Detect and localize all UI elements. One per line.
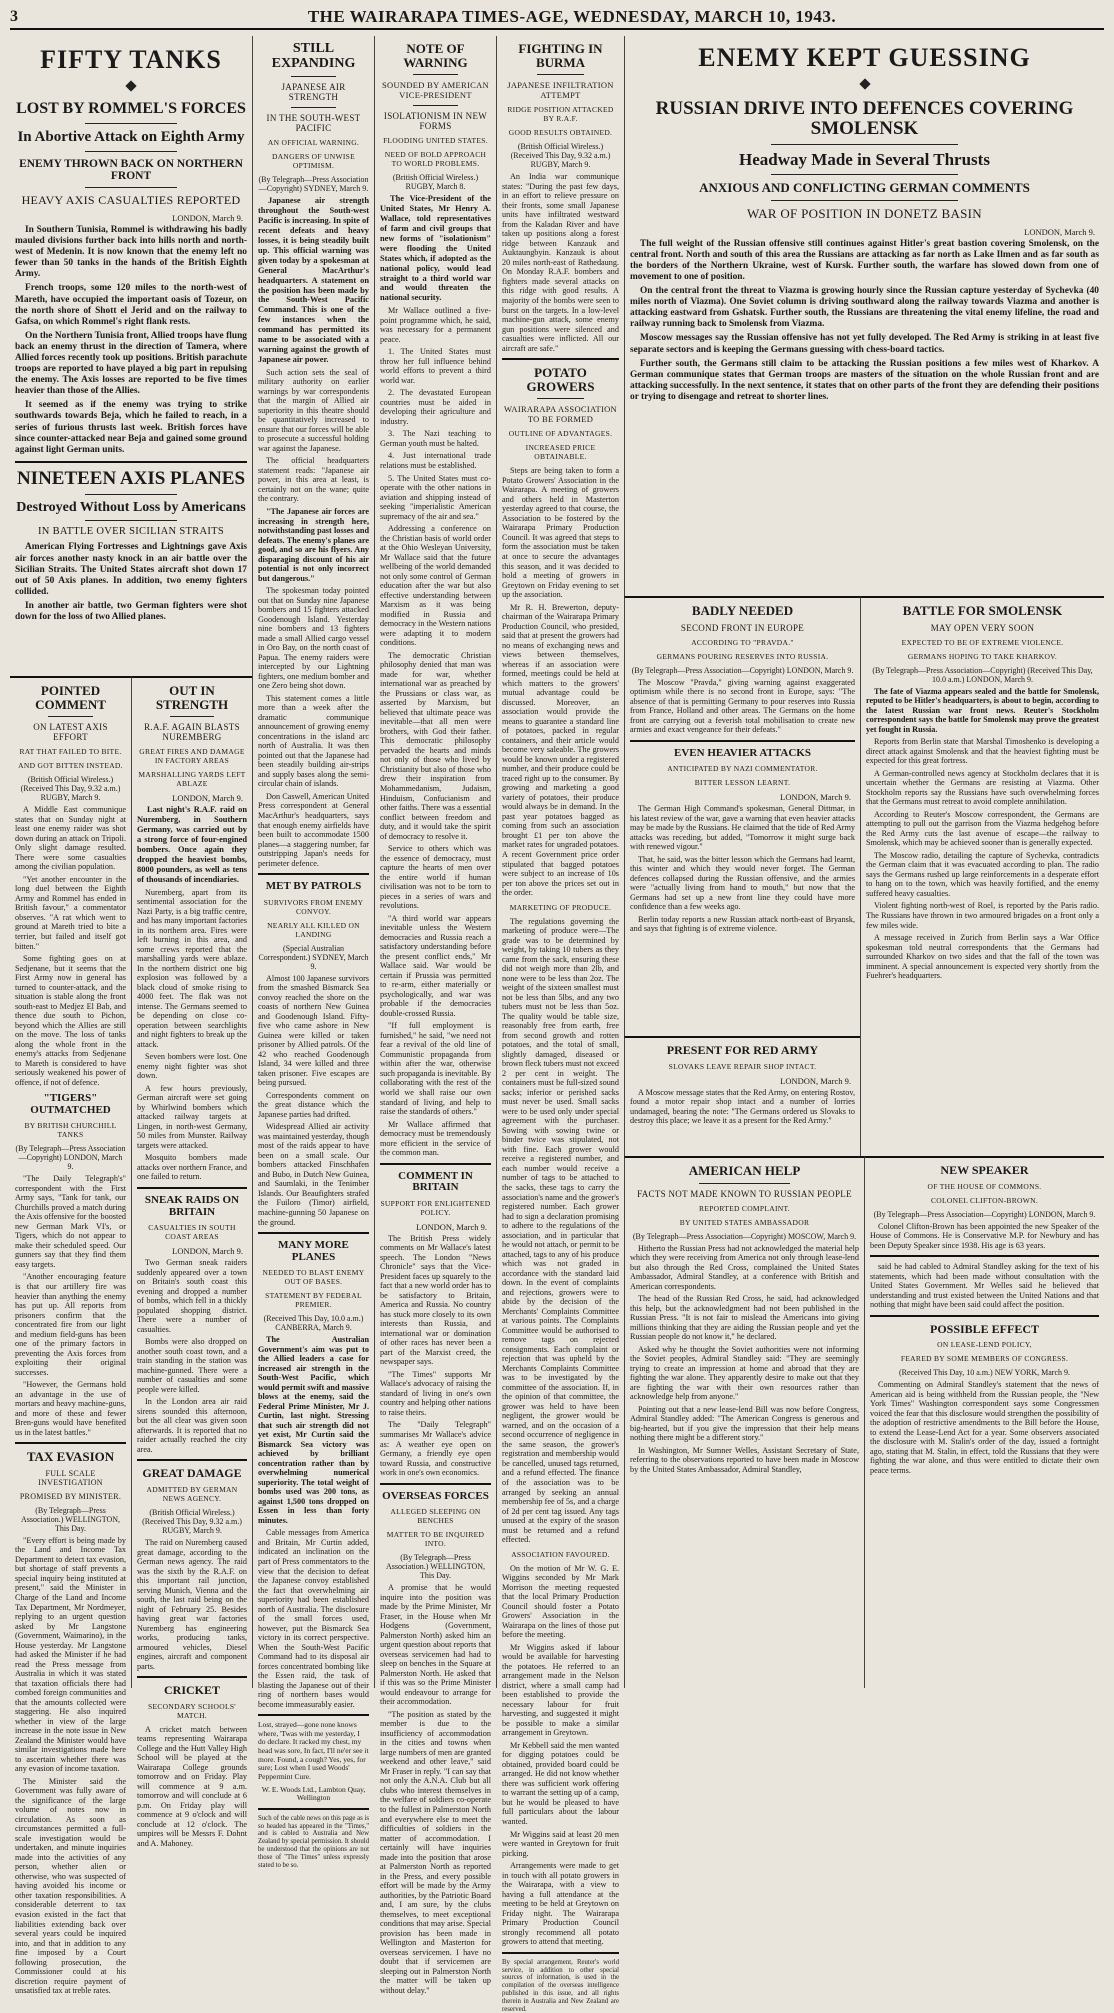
subheadline: BY BRITISH CHURCHILL TANKS xyxy=(24,1121,117,1140)
headline: POTATO GROWERS xyxy=(526,365,595,394)
subheadline: FULL SCALE INVESTIGATION xyxy=(38,1468,103,1487)
subheadline: Headway Made in Several Thrusts xyxy=(739,150,990,170)
subheadline: SECONDARY SCHOOLS' MATCH. xyxy=(148,1701,236,1720)
paragraph: "The Daily Telegraph's" correspondent with the First Army says, "Tank for tank, our Churchills proved a match during the Axis offensive for the boosted new German Mark VI's, or Tigers, which do not appear to make their scheduled speed. Our gunners say that they find them easy targets. xyxy=(15,1174,126,1269)
subheadline: FEARED BY SOME MEMBERS OF CONGRESS. xyxy=(900,1354,1069,1364)
divider xyxy=(771,200,959,201)
paragraph: French troops, some 120 miles to the north-west of Mareth, have occupied the important oasis of Tozeur, on the north shore of Shott el Jerid and on the railway to Gafsa, on which Rommel's right flank rests. xyxy=(15,283,247,327)
subheadline: GOOD RESULTS OBTAINED. xyxy=(508,128,613,138)
headline: EVEN HEAVIER ATTACKS xyxy=(674,746,811,759)
page-number: 3 xyxy=(10,8,19,25)
source-line: (British Official Wireless.) (Received This Day, 9.32 a.m.) RUGBY, March 9. xyxy=(142,1508,242,1535)
paragraph: The British Press widely comments on Mr Wallace's latest speech. The London "News Chronicle" says that the Vice-President faces up squarely to the fact that a new world order has to be satisfactory to Britain, America and Russia. No country has stuck more closely to its own interests than Russia, and international war or domination of other races has never been a part of the Marxist creed, the newspaper says. xyxy=(380,1233,491,1367)
headline: POINTED COMMENT xyxy=(35,683,106,712)
paragraph: "The Times" supports Mr Wallace's advocacy of raising the standard of living in one's own country and helping other nations to raise theirs. xyxy=(380,1369,491,1417)
article-badly-needed xyxy=(624,596,860,1036)
subheadline: SURVIVORS FROM ENEMY CONVOY. xyxy=(263,897,364,916)
paragraph: Mr Wallace outlined a five-point programme which, he said, was necessary for a permanent peace. xyxy=(380,306,491,344)
paragraph: Colonel Clifton-Brown has been appointed the new Speaker of the House of Commons. He is Conservative M.P. for Newbury and has been Deputy Speaker since 1938. His age is 63 years. xyxy=(870,1221,1099,1250)
paragraph: Nuremberg, apart from its sentimental association for the Nazi Party, is a big traffic centre, and has many important factories in its northern area. Fires were left burning in this area, and some crews reported that the marshalling yards were ablaze. In the northern district one big explosion was followed by a black cloud of smoke rising to 4000 feet. The flak was not intense. The Germans seemed to be depending on close co-operation between searchlights and night fighters to break up the attack. xyxy=(137,887,247,1049)
subheadline: REPORTED COMPLAINT. xyxy=(699,1203,790,1213)
divider xyxy=(15,461,247,463)
subheadline: STATEMENT BY FEDERAL PREMIER. xyxy=(265,1291,362,1310)
paragraph: Japanese air strength throughout the South-west Pacific is increasing. In spite of recent defeats and heavy losses, it is being steadily built up. This official warning was given today by a spokesman at General MacArthur's headquarters. A statement on the position has been made by the South-West Pacific Command. This is one of the few instances when the command has permitted its name to be associated with a warning against the growth of Japanese air power. xyxy=(258,196,369,364)
paragraph: Berlin today reports a new Russian attack north-east of Bryansk, and says that fighting is of extreme violence. xyxy=(630,914,855,934)
subheadline: FLOODING UNITED STATES. xyxy=(383,136,488,146)
headline: OVERSEAS FORCES xyxy=(382,1489,489,1502)
paragraph: Arrangements were made to get in touch with all potato growers in the Wairarapa, with a view to having a full attendance at the meeting to be held at Greytown on Friday night. The Wairarapa Primary Production Council strongly recommend all potato growers to attend that meeting. xyxy=(502,1861,619,1947)
paragraph: According to Reuter's Moscow correspondent, the Germans are attempting to pull out the garrison from the Viazma hedgehog before the Red Army cuts the last avenue of escape—the railway to Smolensk, which may be achieved sooner than is generally expected. xyxy=(866,809,1099,848)
dateline: LONDON, March 9. xyxy=(780,792,851,803)
subheadline: AND GOT BITTEN INSTEAD. xyxy=(18,761,123,771)
paragraph: Pointing out that a new lease-lend Bill was now before Congress, Admiral Standley added: "The American Congress is generous and big-hearted, but if you give the impression that their help means nothing there might be a different story." xyxy=(630,1404,859,1443)
paragraph: The Minister said the Government was fully aware of the significance of the large volume of notes now in circulation. As soon as circumstances permitted a full-scale investigation would be undertaken, and minute inquiries made into the activities of any person, whether alien or otherwise, who was suspected of having avoided his income or other taxation responsibilities. A considerable deterrent to tax evasion existed in the fact that liabilities extending back over several years could be inquired into, and that in addition to any fine imposed by a Court following prosecution, the Commissioner could at his discretion require payment of unsatisfied tax at treble rates. xyxy=(15,1776,126,1996)
paragraph: "The position as stated by the member is due to the insufficiency of accommodation in the cities and towns when large numbers of men are granted weekend and other leave," said Mr Fraser in reply. "I can say that not only the A.N.A. Club but all clubs who interest themselves in the welfare of soldiers co-operate to the fullest in Palmerston North and everywhere else to meet the difficulties of soldiers in the matter of accommodation. I certainly will have inquiries made into the position that arose at Palmerston North as reported in the Press, and every possible effort will be made by the Army authorities, by the Patriotic Board and, I am sure, by the clubs themselves, to meet exceptional conditions that may arise. Special provision has been made in Wellington and Masterton for overseas servicemen. I have no doubt that if servicemen are sleeping out in Palmerston North the matter will be taken up without delay." xyxy=(380,1709,491,1995)
headline: RUSSIAN DRIVE INTO DEFENCES COVERING SMOLENSK xyxy=(655,98,1074,140)
subheadline: In Abortive Attack on Eighth Army xyxy=(17,129,245,146)
headline: "TIGERS" OUTMATCHED xyxy=(30,1092,111,1116)
subheadline: SUPPORT FOR ENLIGHTENED POLICY. xyxy=(380,1198,491,1217)
paragraph: Mr Wallace affirmed that democracy must be tremendously more efficient in the service of the common man. xyxy=(380,1119,491,1158)
dateline: LONDON, March 9. xyxy=(172,793,243,804)
paragraph: Mr Wiggins said at least 20 men were wanted in Greytown for fruit picking. xyxy=(502,1829,619,1858)
paragraph: Seven bombers were lost. One enemy night fighter was shot down. xyxy=(137,1052,247,1081)
paragraph: 4. Just international trade relations must be established. xyxy=(380,451,491,470)
paragraph: Addressing a conference on the Christian basis of world order at the Ohio Wesleyan University, Mr Wallace said that the future wellbeing of the world demanded not only some control of German education after the war but also effective understanding between Marxism as it was being modified in Russia and democracy in the Western nations were adapting it to modern conditions. xyxy=(380,524,491,648)
divider xyxy=(630,740,855,742)
divider xyxy=(413,74,457,75)
paragraph: Correspondents comment on the great distance which the Japanese parties had drifted. xyxy=(258,1090,369,1119)
divider xyxy=(870,1315,1099,1317)
diamond-icon xyxy=(125,81,136,92)
source-line: (British Official Wireless.) (Received This Day, 9.32 a.m.) RUGBY, March 9. xyxy=(510,142,611,170)
paragraph: Almost 100 Japanese survivors from the smashed Bismarck Sea convoy reached the shore on the coasts of northern New Guinea and Goodenough Island. Fifty-five who came ashore in New Guinea were killed or taken prisoner by Allied patrols. Of the 42 who reached Goodenough Island, 34 were killed and three taken prisoner. Five escapes are being pursued. xyxy=(258,973,369,1088)
subheadline: BY UNITED STATES AMBASSADOR xyxy=(679,1217,810,1227)
masthead xyxy=(10,6,1104,30)
article-new-speaker xyxy=(864,1156,1104,1688)
subheadline: SOUNDED BY AMERICAN VICE-PRESIDENT xyxy=(382,80,489,101)
headline: LOST BY ROMMEL'S FORCES xyxy=(16,100,246,118)
paragraph: The raid on Nuremberg caused great damage, according to the German news agency. The raid was the sixth by the R.A.F. on this important rail junction, serving Munich, Vienna and the south, the last raid being on the night of February 25. Besides having great war factories Nuremberg has engineering works, producing tanks, armoured vehicles, Diesel engines, aircraft and component parts. xyxy=(137,1538,247,1671)
headline: AMERICAN HELP xyxy=(688,1163,801,1178)
headline: NOTE OF WARNING xyxy=(403,41,468,70)
dateline: LONDON, March 9. xyxy=(416,1221,487,1232)
source-line: (By Telegraph—Press Association—Copyright) LONDON, March 9. xyxy=(631,665,854,675)
headline-axis-planes: NINETEEN AXIS PLANES xyxy=(16,467,246,489)
source-line: (By Telegraph—Press Association.) WELLINGTON, This Day. xyxy=(385,1553,486,1581)
ornament xyxy=(630,75,1099,93)
subheadline: RAT THAT FAILED TO BITE. xyxy=(19,747,122,757)
source-line: (By Telegraph—Press Association—Copyright) SYDNEY, March 9. xyxy=(258,175,369,194)
dateline: LONDON, March 9. xyxy=(780,1075,851,1086)
paragraph: Commenting on Admiral Standley's statement that the news of American aid is being withheld from the Russian people, the "New York Times" Washington correspondent says some Congressmen voiced the fear that this disclosure would strengthen the possibility of the adoption of restrictive amendments to the Bill before the House, to extend the Lease-Lend Act for a year. Some observers associated the disclosure with M. Stalin's order of the day, issued a fortnight ago, stating that M. Stalin, in effect, told the Russians that they were fighting the war alone, and thus were entitled to dictate their own peace terms. xyxy=(870,1380,1099,1475)
divider xyxy=(85,151,178,152)
subheadline: INCREASED PRICE OBTAINABLE. xyxy=(525,443,596,462)
paragraph: A Moscow message states that the Red Army, on entering Rostov, found a motor repair shop intact and a number of lorries undamaged, bearing the note: "The Germans ordered us Slovaks to destroy this place; we leave it as a present for the Red Army." xyxy=(630,1087,855,1126)
source-line: (Special Australian Correspondent.) SYDNEY, March 9. xyxy=(258,943,369,971)
source-line: (Received This Day, 10 a.m.) NEW YORK, March 9. xyxy=(898,1368,1071,1378)
advertisement-text: Lost, strayed—gone none knows where, 'Twas with me yesterday, I do declare. It racked my chest, my head was sore, In fact, I'll ne'er see it more. Found, a cough? Yes, yes, for sure; Lost when I used Woods' Peppermint Cure. xyxy=(258,1720,369,1781)
article-present-for-red-army xyxy=(624,1036,860,1156)
paragraph: 1. The United States must throw her full influence behind world efforts to prevent a third world war. xyxy=(380,347,491,385)
paragraph: "Yet another encounter in the long duel between the Eighth Army and Rommel has ended in British favour," a commentator observes. "A rat which went to ground at Mareth tried to bite a terrier, but failed and itself got bitten." xyxy=(15,874,126,951)
paragraph: Such action sets the seal of military authority on earlier warnings by war correspondents that the margin of Allied air superiority in this theatre should be quantitatively increased to ensure that our forces will be able to prosecute a successful holding war against the Japanese. xyxy=(258,367,369,453)
paragraph: Steps are being taken to form a Potato Growers' Association in the Wairarapa. A meeting of growers and others held in Masterton yesterday agreed to that course, the Association to be fostered by the Wairarapa Primary Production Council. It was agreed that steps to form the association must be taken at once to secure the advantages this season, and it was decided to hold a meeting of growers in Greytown on Friday evening to set up the association. xyxy=(502,466,619,600)
paragraph: Service to others which was the essence of democracy, must capture the hearts of men over the entire world if human civilisation was not to be torn to pieces in a series of wars and revolutions. xyxy=(380,844,491,911)
paragraph: Mr R. H. Brewerton, deputy-chairman of the Wairarapa Primary Production Council, who presided, said that at present the growers had no means of exchanging news and views between themselves, whereas if an association were formed, meetings could be held at which matters to the growers' mutual advantage could be discussed. Moreover, an association would provide the means to guarantee a standard line of potatoes, packed in regular containers, and their article would become very saleable. The growers would be known under a registered number, and their produce could be traced right up to the consumer. By growing and marketing a good variety of potatoes, their produce would always be in demand. In the past year potatoes bagged as coming from such an association brought £1 per ton above the market rates for ungraded potatoes. A recent Government price order stipulated that bagged potatoes were subject to an increase of 10s per ton above the prices set out in the order. xyxy=(502,602,619,898)
subheadline: ANXIOUS AND CONFLICTING GERMAN COMMENTS xyxy=(699,180,1030,196)
article-out-in-strength xyxy=(131,676,252,1848)
paragraph: An India war communique states: "During the past few days, in an effort to relieve pressure on their fronts, some small Japanese units have infiltrated westward from the Kaladan River and have taken up positions along a forest ridge between Kanzauk and Auktaungbyin. Kanzauk is about 20 miles north-east of Rathedaung. On Monday R.A.F. bombers and fighters made several attacks on this ridge with good results. A majority of the bombs were seen to burst on the targets. In a low-level machine-gun attack, some enemy gun positions were silenced and casualties were inflicted. All our aircraft are safe." xyxy=(502,172,619,353)
divider xyxy=(85,494,178,495)
subheadline: IN BATTLE OVER SICILIAN STRAITS xyxy=(37,526,225,538)
divider xyxy=(771,174,959,175)
paragraph: "A third world war appears inevitable unless the Western democracies and Russia reach a satisfactory understanding before the present conflict ends," Mr Wallace said. War would be certain if Prussia was permitted to re-arm, either materially or psychologically, and war was probable if the democracies double-crossed Russia. xyxy=(380,913,491,1018)
headline: ENEMY KEPT GUESSING xyxy=(698,43,1031,72)
paragraph: Cable messages from America and Britain, Mr Curtin added, indicated an inclination on the part of Press commentators to the view that the decision to defeat the Japanese convoy established the fact that overwhelming air superiority had been established north of Australia. The disclosure of the small forces used, however, put the Bismarck Sea victory in its correct perspective. When the South-West Pacific Command had to its disposal air forces concentrated bombing like the Essen raid, the task of blasting the Japanese out of their ring of northern bases would become immeasurably easier. xyxy=(258,1528,369,1709)
dateline: LONDON, March 9. xyxy=(172,1246,243,1257)
column-burma-potato xyxy=(496,36,624,2013)
paragraph: said he had cabled to Admiral Standley asking for the text of his statements, which had been made without consultation with the United States Government. Mr Welles said he believed that understanding and trust existed between the United Nations and that nothing that might have been said could affect the position. xyxy=(870,1262,1099,1310)
paragraph: In Southern Tunisia, Rommel is withdrawing his badly mauled divisions further back into hills north and north-west of Medenin. It is now known that the enemy left no fewer than 50 tanks in the hands of the British Eighth Army. xyxy=(15,224,247,280)
paragraph: Asked why he thought the Soviet authorities were not informing the Soviet peoples, Admiral Standley said: "They are seemingly trying to create an impression at home and abroad that they are fighting the war alone. They apparently desire to make out that they are fighting the war with their own resources rather than acknowledge help from anyone." xyxy=(630,1344,859,1402)
paragraph: 2. The devastated European countries must be aided in developing their agriculture and industry. xyxy=(380,388,491,426)
subheadline: OF THE HOUSE OF COMMONS. xyxy=(927,1181,1042,1191)
paragraph: In the London area air raid sirens sounded this afternoon, but the all clear was given soon afterwards. It is reported that no raider actually reached the city area. xyxy=(137,1397,247,1454)
divider xyxy=(380,1483,491,1485)
paragraph: The "Daily Telegraph" summarises Mr Wallace's advice as: A weather eye open on Germany, a friendly eye open toward Russia, and constructive work in one's own economics. xyxy=(380,1420,491,1478)
divider xyxy=(537,74,584,75)
subheadline: ASSOCIATION FAVOURED. xyxy=(511,1549,610,1559)
paragraph: The Vice-President of the United States, Mr Henry A. Wallace, told representatives of farm and civil groups that new forms of "isolationism" were flooding the United States which, if adopted as the national policy, would lead straight to a third world war and would threaten the national security. xyxy=(380,194,491,303)
paragraph: This statement comes a little more than a week after the dramatic communique announcement of growing enemy concentrations in the island arc north of Australia. It was then pointed out that the Japanese had been steadily building air-strips and supply bases along the semi-circular chain of islands. xyxy=(258,693,369,789)
paragraph: Mosquito bombers made attacks over northern France, and one failed to return. xyxy=(137,1153,247,1182)
subheadline: Destroyed Without Loss by Americans xyxy=(16,499,246,515)
divider xyxy=(137,1459,247,1461)
paragraph: 3. The Nazi teaching to German youth must be halted. xyxy=(380,429,491,448)
column-pacific xyxy=(252,36,374,1869)
subheadline: WAR OF POSITION IN DONETZ BASIN xyxy=(747,205,982,221)
headline: GREAT DAMAGE xyxy=(142,1466,242,1481)
subheadline: NEARLY ALL KILLED ON LANDING xyxy=(267,920,360,939)
diamond-icon xyxy=(859,79,870,90)
headline: POSSIBLE EFFECT xyxy=(929,1321,1040,1336)
paragraph: On the central front the threat to Viazma is growing hourly since the Russian capture yesterday of Sychevka (40 miles north of Viazma). One Soviet column is driving southward along the railway towards Viazma and another is attacking eastward from Gshatsk. Further south, the Russians are threatening the vital enemy lifeline, the road and railway running back to Smolensk from Viazma. xyxy=(630,286,1099,330)
column-warning xyxy=(374,36,496,1995)
headline: STILL EXPANDING xyxy=(271,41,356,71)
subheadline: HEAVY AXIS CASUALTIES REPORTED xyxy=(21,192,241,207)
paragraph: The head of the Russian Red Cross, he said, had acknowledged this help, but the acknowledgment had not been published in the Russian Press. "It is not fair to mislead the Americans into giving millions thinking that they are aiding the Russian people and yet the Russian people do not know it," he declared. xyxy=(630,1294,859,1342)
paragraph: Mr Wiggins asked if labour would be available for harvesting the potatoes. He referred to an arrangement made in the Nelson district, where a small camp had been established to provide the necessary labour for fruit harvesting, and suggested it might be possible to make a similar arrangement in Greytown. xyxy=(502,1642,619,1738)
paragraph: Further south, the Germans still claim to be attacking the Russian positions a few miles west of Kharkov. A German communique states that German troops are masters of the situation on the whole Russian front and are attacking successfully. In the next sentence, it states that on other parts of the front they are defending their positions or trying to disengage and retreat to shorter lines. xyxy=(630,358,1099,402)
paragraph: 5. The United States must co-operate with the other nations in aviation and shipping instead of seeking "imperialistic American supremacy of the air and sea." xyxy=(380,473,491,521)
subheadline: IN THE SOUTH-WEST PACIFIC xyxy=(266,113,361,134)
divider xyxy=(291,76,335,77)
divider xyxy=(258,1232,369,1234)
paragraph: The Moscow "Pravda," giving warning against exaggerated optimism while there is no second front in Europe, says: "The absence of that is permitting Germany to pour reserves into Russia from France, Holland and other areas. The Germans on the home front are carrying out a feverish total mobilisation to create new armies and exact vengeance for their defeats." xyxy=(630,677,855,735)
subheadline: SECOND FRONT IN EUROPE xyxy=(680,622,805,633)
subheadline: SLOVAKS LEAVE REPAIR SHOP INTACT. xyxy=(668,1061,817,1071)
paragraph: "If full employment is furnished," he said, "we need not fear a revival of the old line of Communistic propaganda from within after the war, otherwise such propaganda is inevitable. By collaborating with the rest of the world we shall raise our own standard of living, and help to raise the standards of others." xyxy=(380,1021,491,1117)
divider xyxy=(699,1183,791,1184)
paragraph: In Washington, Mr Sumner Welles, Assistant Secretary of State, referring to the observations reported to have been made in Moscow by the United States Ambassador, Admiral Standley, xyxy=(630,1445,859,1474)
paragraph: The Australian Government's aim was put to the Allied leaders a case for increased air strength in the South-West Pacific, which would permit swift and massive blows at the enemy, said the Federal Prime Minister, Mr J. Curtin, last night. Stressing that such air strength did not yet exist, Mr Curtin said the Bismarck Sea victory was achieved by brilliant concentration rather than by overwhelming numerical superiority. The total weight of bombs used was 200 tons, as against 1,500 tons dropped on Essen in less than forty minutes. xyxy=(258,1335,369,1525)
paragraph: Some fighting goes on at Sedjenane, but it seems that the First Army now in general has turned to counter-attack, and the situation is stable along the front south-east to Medjez El Bab, and thence due south to Pichon, beyond which the Allies are still on the move. The loss of tanks along the whole front in the enemy's attacks from Sedjenane to Mareth is considered to have seriously weakened his power of offence, if not of defence. xyxy=(15,954,126,1087)
subheadline: OUTLINE OF ADVANTAGES. xyxy=(508,429,613,439)
subheadline: ISOLATIONISM IN NEW FORMS xyxy=(383,111,488,132)
source-line: (British Official Wireless.) RUGBY, March 8. xyxy=(392,173,479,192)
dateline: LONDON, March 9. xyxy=(172,212,243,223)
headline: BADLY NEEDED xyxy=(691,603,794,618)
paragraph: A German-controlled news agency at Stockholm declares that it is uncertain whether the Germans are resisting at Viazma. Other Stockholm reports say the Russians have such overwhelming forces that the Germans must retreat to avoid complete annihilation. xyxy=(866,768,1099,807)
divider xyxy=(502,1952,619,1954)
paragraph: Two German sneak raiders suddenly appeared over a town on Britain's south coast this evening and dropped a number of bombs, which fell in a thickly populated shopping district. There were a number of casualties. xyxy=(137,1258,247,1334)
subheadline: MATTER TO BE INQUIRED INTO. xyxy=(386,1530,485,1549)
divider xyxy=(170,716,214,717)
divider xyxy=(771,144,959,145)
article-american-help xyxy=(624,1156,864,1688)
paragraph: The Moscow radio, detailing the capture of Sychevka, contradicts the German claim that it was evacuated according to plan. The radio says the Germans rushed up large reinforcements in a desperate effort to hang on to the town, which was heavily fortified, and the enemy suffered heavy casualties. xyxy=(866,850,1099,898)
divider xyxy=(137,1676,247,1678)
subheadline: ANTICIPATED BY NAZI COMMENTATOR. xyxy=(667,764,818,774)
paragraph: American Flying Fortresses and Lightnings gave Axis air forces another nasty knock in an air battle over the Sicilian Straits. The United States aircraft shot down 17 out of 50 Axis planes. In addition, two enemy fighters collided. xyxy=(15,542,247,597)
subheadline: ACCORDING TO "PRAVDA." xyxy=(691,637,794,647)
paragraph: Violent fighting north-west of Roel, is reported by the Paris radio. The Russians have thrown in two armoured brigades on a front only a few miles wide. xyxy=(866,901,1099,930)
subheadline: BITTER LESSON LEARNT. xyxy=(694,778,791,788)
headline: MET BY PATROLS xyxy=(265,880,362,893)
subheadline: FACTS NOT MADE KNOWN TO RUSSIAN PEOPLE xyxy=(637,1188,852,1199)
divider xyxy=(48,716,92,717)
paragraph: Reports from Berlin state that Marshal Timoshenko is developing a direct attack against Smolensk and that the heaviest fighting must be expected for this great fortress. xyxy=(866,737,1099,766)
subheadline: MARKETING OF PRODUCE. xyxy=(509,902,612,912)
headline: SNEAK RAIDS ON BRITAIN xyxy=(144,1194,240,1218)
paragraph: A Middle East communique states that on Sunday night at least one enemy raider was shot down during an attack on Tripoli. Only slight damage resulted. There were some casualties among the civilian population. xyxy=(15,805,126,872)
subheadline: MAY OPEN VERY SOON xyxy=(930,622,1035,633)
paragraph: A cricket match between teams representing Wairarapa College and the Hutt Valley High School will be played at the Wairarapa College grounds tomorrow and on Friday. Play will commence at 9 a.m. tomorrow and will conclude at 6 p.m. On Friday play will commence at 9 o'clock and will conclude at 12 o'clock. The umpires will be Messrs F. Dohnt and A. Mahoney. xyxy=(137,1724,247,1848)
subheadline: GREAT FIRES AND DAMAGE IN FACTORY AREAS xyxy=(139,747,245,766)
paragraph: Mr Kebbell said the men wanted for digging potatoes could be obtained, provided board could be arranged. He did not know whether there was sufficient work offering to warrant the setting up of a camp, but he would be pleased to have full particulars about the labour wanted. xyxy=(502,1740,619,1826)
subheadline: JAPANESE INFILTRATION ATTEMPT xyxy=(507,80,614,101)
advertisement-signature: W. E. Woods Ltd., Lambton Quay, Wellington xyxy=(261,1784,366,1803)
paragraph: That, he said, was the bitter lesson which the Germans had learnt, this winter and which they would never forget. The German defences collapsed during the Russian offensive, and the armies were "actually living from hand to mouth," but now that the Germans had set up a new front line they could have more confidence than a few weeks ago. xyxy=(630,854,855,912)
divider xyxy=(258,873,369,875)
divider xyxy=(137,1187,247,1189)
paragraph: In another air battle, two German fighters were shot down for the loss of two Allied planes. xyxy=(15,600,247,623)
paragraph: The regulations governing the marketing of produce were—The grade was to be determined by weight, by taking 10 tubers as they came from the sack, ensuring these did not weigh more than 2lb, and none were to be less than 2oz. The weight of the sixteen smallest must not be less than 5lbs, and any two tubers must not be less than 5oz. The quality would be table size, reasonably free from earth, free from second growth and rotten potatoes, and the total of small, slightly damaged, diseased or brown fleck tubers must not exceed 2 per cent in weight. The containers must be full-sized sound sacks; inferior or perished sacks must never be used. Small sacks were to be used only under special agreement with the purchaser. Sowing with sowing twine or binder twice was stipulated, not with fine. Each grower would receive a registered number, and each number would receive a number of tags to be attached to the sacks, these tags to carry the association's name and the grower's registered number. Each grower had to sign a declaration promising to adhere to the regulations of the association, and in particular that he would not attach, or permit to be attached, tags to any of his produce which was not graded in accordance with the standard laid down. In the event of complaints and rejections, growers were to abide by the decision of the Merchants' Complaints Committee at various points. The Complaints Committee would be authorised to remove tags on rejected consignments. Each complaint or rejection that was upheld by the Merchants Complaints Committee was to be investigated by the committee of the association. If, in the opinion of that committee, the grower was held to have been negligent, the grower would be warned, and on the occasion of a second occurrence of negligence in the same season, the grower's registration and membership would be cancelled, unused tags returned, and a refund effected. The finance of the association was to be arranged by seeking an annual membership fee of 5s, and a charge of 2d per cent tag issued. Any tags unused at the expiry of the season must be returned and a refund effected. xyxy=(502,916,619,1545)
paragraph: It seemed as if the enemy was trying to strike southwards towards Beja, which he failed to reach, in a series of furious thrusts last week. British forces have since counter-attacked near Beja and gained some ground against light German units. xyxy=(15,400,247,455)
subheadline: NEED OF BOLD APPROACH TO WORLD PROBLEMS. xyxy=(384,150,487,169)
dateline: LONDON, March 9. xyxy=(1024,226,1095,237)
source-line: (By Telegraph—Press Association.) WELLINGTON, This Day. xyxy=(20,1505,121,1533)
paragraph: "The Japanese air forces are increasing in strength here, notwithstanding past losses and defeats. The enemy's planes are good, and so are his flyers. Any disparaging discount of his air potential is not only incorrect but dangerous." xyxy=(258,507,369,583)
notice-text: By special arrangement, Reuter's world service, in addition to other special sources of information, is used in the compilation of the overseas intelligence published in this issue, and all rights therein in Australia and New Zealand are reserved. xyxy=(502,1958,619,2013)
subheadline: AN OFFICIAL WARNING. xyxy=(267,138,360,148)
paragraph: Bombs were also dropped on another south coast town, and a train standing in the station was machine-gunned. There were a number of casualties and some people were killed. xyxy=(137,1337,247,1394)
subheadline: GERMANS HOPING TO TAKE KHARKOV. xyxy=(907,651,1058,661)
subheadline: PROMISED BY MINISTER. xyxy=(19,1491,122,1501)
subheadline: ENEMY THROWN BACK ON NORTHERN FRONT xyxy=(19,157,243,182)
paragraph: The full weight of the Russian offensive still continues against Hitler's great bastion covering Smolensk, on the central front. North and south of this area the Russians are attacking as far north as Lake Ilmen and as far south as the borders of the Northern Ukraine, west of Kursk. Further south, the warfare has slowed down from one of movement to one of position. xyxy=(630,238,1099,282)
subheadline: ON LEASE-LEND POLICY, xyxy=(937,1340,1032,1350)
paragraph: The official headquarters statement reads: "Japanese air power, in this area at least, is certainly not on the wane; quite the contrary. xyxy=(258,456,369,504)
paragraph: "Another encouraging feature is that our artillery fire was heavier than anything the enemy has put up. All reports from prisoners confirm that the concentrated fire from our light and medium field-guns has been one of the primary factors in preventing the Axis forces from exploiting their original successes. xyxy=(15,1272,126,1377)
headline: NEW SPEAKER xyxy=(940,1163,1029,1177)
subheadline: DANGERS OF UNWISE OPTIMISM. xyxy=(271,152,356,171)
divider xyxy=(258,1808,369,1810)
subheadline: MARSHALLING YARDS LEFT ABLAZE xyxy=(138,770,246,789)
headline: COMMENT IN BRITAIN xyxy=(398,1169,473,1194)
headline-box xyxy=(630,44,1099,71)
paragraph: The spokesman today pointed out that on Sunday nine Japanese bombers and 15 fighters attacked Goodenough Island. Yesterday nine bombers and 13 fighters made a small Allied cargo vessel in Oro Bay, on the north coast of Papua. The enemy raiders were intercepted by our Lightning fighters, one medium bomber and one Zero being shot down. xyxy=(258,586,369,691)
divider xyxy=(537,398,584,399)
divider xyxy=(502,358,619,360)
divider xyxy=(413,105,457,106)
ornament xyxy=(15,77,247,95)
subheadline: ADMITTED BY GERMAN NEWS AGENCY. xyxy=(146,1485,238,1503)
divider xyxy=(291,107,335,108)
paragraph: "Every effort is being made by the Land and Income Tax Department to detect tax evasion, but shortage of staff prevents a special inquiry being instituted at present," said the Minister in Charge of the Land and Income Tax Department, Mr Nordmeyer, replying to an urgent question asked by Mr Langstone (Government, Waimarino), in the House yesterday. Mr Langstone had asked the Minister if he had read the Press message from Australia in which it was stated that taxation officials there had combed foreign communities and that the amounts collected were staggering. He also inquired whether in view of the large increase in the note issue in New Zealand the Minister would have similar investigations made here to ascertain whether there was any evasion of income taxation. xyxy=(15,1535,126,1774)
paragraph: "However, the Germans hold an advantage in the use of mortars and heavy machine-guns, and more of these and fewer Bren-guns would have benefited us in the latest battles." xyxy=(15,1380,126,1437)
headline: TAX EVASION xyxy=(26,1449,115,1465)
subheadline: NEEDED TO BLAST ENEMY OUT OF BASES. xyxy=(262,1268,365,1287)
divider xyxy=(85,123,178,124)
headline: PRESENT FOR RED ARMY xyxy=(666,1043,819,1057)
subheadline: EXPECTED TO BE OF EXTREME VIOLENCE. xyxy=(901,637,1064,647)
source-line: (By Telegraph—Press Association—Copyright) MOSCOW, March 9. xyxy=(632,1231,857,1241)
source-line: (Received This Day, 10.0 a.m.) CANBERRA, March 9. xyxy=(263,1314,364,1333)
notice-text: Such of the cable news on this page as is so headed has appeared in the "Times," and is cabled to Australia and New Zealand by special permission. It should be understood that the opinions are not those of "The Times" unless expressly stated to be so. xyxy=(258,1814,369,1869)
paragraph: A few hours previously, German aircraft were set going by Whirlwind bombers which attacked railway targets at Lingen, in north-west Germany, 50 miles from Munster. Railway targets were attacked. xyxy=(137,1083,247,1150)
columns xyxy=(10,36,1104,2013)
article-battle-for-smolensk xyxy=(860,596,1104,1156)
subheadline: ALLEGED SLEEPING ON BENCHES xyxy=(390,1507,481,1526)
paragraph: Widespread Allied air activity was maintained yesterday, though most of the raids appear to have been on a small scale. Our bombers attacked Finschhafen and Bubo, in Dutch New Guinea, and Saumlaki, in the Tenimber Islands. Our Beaufighters strafed the Fuiloro (Timor) airfield, machine-gunning 50 Japanese on the ground. xyxy=(258,1122,369,1227)
paragraph: Moscow messages say the Russian offensive has not yet fully developed. The Red Army is striking in at least five separate sectors and is keeping the Germans guessing with chess-board tactics. xyxy=(630,333,1099,355)
subheadline: JAPANESE AIR STRENGTH xyxy=(281,82,346,103)
headline: FIGHTING IN BURMA xyxy=(518,41,603,70)
divider xyxy=(85,520,178,521)
paragraph: Hitherto the Russian Press had not acknowledged the material help which they were receiving from America not only through lease-lend but also through the Red Cross, complained the United States Ambassador, Admiral Standley, at a conference with British and American correspondents. xyxy=(630,1243,859,1291)
paragraph: On the motion of Mr W. G. E. Wiggins seconded by Mr Mark Morrison the meeting requested that the local Primary Production Council should foster a Potato Growers' Association in the Wairarapa on the lines of those put before the meeting. xyxy=(502,1563,619,1640)
subheadline: GERMANS POURING RESERVES INTO RUSSIA. xyxy=(656,651,829,661)
article-pointed-comment xyxy=(10,676,131,1996)
paragraph: On the Northern Tunisia front, Allied troops have flung back an enemy thrust in the direction of Tamera, where Allied forces recently took up positions. British parachute troops are reported to have played a big part in repulsing the enemy. The Axis losses are reported to be five times heavier than those of the Allies. xyxy=(15,330,247,397)
subheadline: CASUALTIES IN SOUTH COAST AREAS xyxy=(148,1223,236,1242)
subheadline: ON LATEST AXIS EFFORT xyxy=(33,722,108,743)
subheadline: COLONEL CLIFTON-BROWN. xyxy=(930,1195,1038,1205)
paragraph: Last night's R.A.F. raid on Nuremberg, in Southern Germany, was carried out by a strong force of four-engined bombers. Once again they dropped the heaviest bombs, 8000 pounders, as well as tens of thousands of incendiaries. xyxy=(137,805,247,884)
headline: MANY MORE PLANES xyxy=(278,1239,349,1263)
source-line: (By Telegraph—Press Association—Copyright) LONDON, March 9. xyxy=(15,1144,126,1172)
paragraph: The fate of Viazma appears sealed and the battle for Smolensk, reputed to be Hitler's headquarters, is about to begin, according to the latest Russian war front news. Reuter's Stockholm correspondent says the battle for Smolensk may prove the greatest yet fought in Russia. xyxy=(866,686,1099,734)
headline: CRICKET xyxy=(163,1683,220,1698)
source-line: (British Official Wireless.) (Received This Day, 9.32 a.m.) RUGBY, March 9. xyxy=(20,775,121,803)
subheadline: WAIRARAPA ASSOCIATION TO BE FORMED xyxy=(504,404,617,425)
divider xyxy=(380,1163,491,1165)
divider xyxy=(870,1255,1099,1257)
divider xyxy=(15,1442,126,1444)
paragraph: The democratic Christian philosophy denied that man was made for war, whether international war as preached by the Prussians or class war, as asserted by Marxism, but believed that ultimate peace was inevitable—that all men were brothers, with God their father. This democratic philosophy pervaded the hearts and minds not only of those who lived by Christianity but also of those who drew their inspiration from Mohammedanism, Judaism, Hinduism, Confucianism and other faiths. There was a essential conflict between freedom and duty, and it would take the spirit of democracy to resolve it. xyxy=(380,650,491,841)
subheadline: R.A.F. AGAIN BLASTS NUREMBERG xyxy=(144,722,240,743)
source-line: (By Telegraph—Press Association—Copyright) LONDON, March 9. xyxy=(873,1209,1096,1219)
divider xyxy=(258,1714,369,1716)
paragraph: Don Caswell, American United Press correspondent at General MacArthur's headquarters, says that enough enemy airfields have been built to accommodate 1500 planes—a staggering number, far outstripping Japan's needs for perimeter defence. xyxy=(258,791,369,868)
subheadline: RIDGE POSITION ATTACKED BY R.A.F. xyxy=(507,105,614,124)
divider xyxy=(85,187,178,188)
newspaper-title: THE WAIRARAPA TIMES-AGE, WEDNESDAY, MARCH 10, 1943. xyxy=(307,7,837,26)
paragraph: A promise that he would inquire into the position was made by the Prime Minister, Mr Fraser, in the House when Mr Hodgens (Government, Palmerston North) asked him an urgent question about reports that overseas servicemen had had to sleep on benches in the Square at Palmerston North. He asked that if this was so the Prime Minister would endeavour to arrange for their accommodation. xyxy=(380,1583,491,1707)
headline: BATTLE FOR SMOLENSK xyxy=(902,603,1063,618)
headline-fifty-tanks: FIFTY TANKS xyxy=(40,45,222,74)
source-line: (By Telegraph—Press Association—Copyright) (Received This Day, 10.0 a.m.) LONDON, March 9. xyxy=(872,665,1093,684)
headline: OUT IN STRENGTH xyxy=(155,683,229,712)
paragraph: The German High Command's spokesman, General Dittmar, in his latest review of the war, gave a warning that even heavier attacks may be made by the Russians. He claimed that the tide of Red Army attacks was receding, but added, "Tomorrow it might surge back with renewed vigour." xyxy=(630,804,855,852)
paragraph: A message received in Zurich from Berlin says a War Office spokesman told neutral correspondents that the Germans had surrounded Kharkov on two sides and that the fall of the town was imminent. A special announcement is expected very shortly from the Fuehrer's headquarters. xyxy=(866,933,1099,981)
